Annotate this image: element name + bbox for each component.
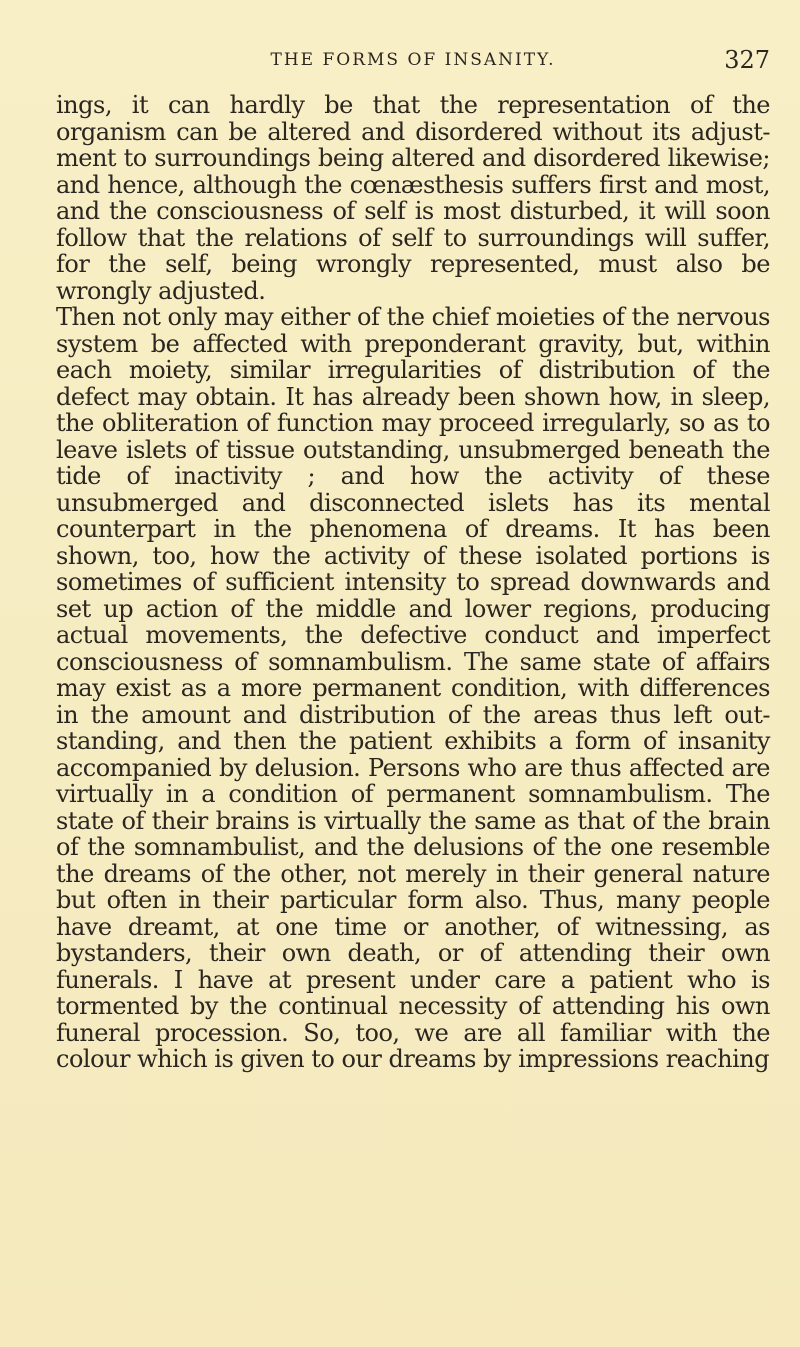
paragraph: Then not only may either of the chief moieties of the nervous system be affected with preponderant gravity, but, within each moiety, similar irregularities of distribution of the defect may obtain. It has already been shown how, in sleep, the obliteration of function may proceed irregularly, so as to leave islets of tissue outstanding, unsubmerged beneath the tide of inactivity ; and how the activity of these unsubmerged and disconnected islets has its mental counterpart in the phenomena of dreams. It has been shown, too, how the activity of these isolated portions is sometimes of sufficient intensity to spread downwards and set up action of the middle and lower regions, producing actual movements, the defective conduct and imperfect consciousness of somnambulism. The same state of affairs may exist as a more permanent condition, with differences in the amount and distribution of the areas thus left out-standing, and then the patient exhibits a form of insanity accompanied by delusion. Persons who are thus affected are virtually in a condition of permanent somnambulism. The state of their brains is virtually the same as that of the brain of the somnambulist, and the delusions of the one resemble the dreams of the other, not merely in their general nature but often in their particular form also. Thus, many people have dreamt, at one time or another, of witnessing, as bystanders, their own death, or of attending their own funerals. I have at present under care a patient who is tormented by the continual necessity of attending his own funeral procession. So, too, we are all familiar with the colour which is given to our dreams by impressions reaching (56, 303, 770, 1073)
body-text (56, 92, 770, 1073)
running-header (56, 44, 770, 80)
chapter-running-title: THE FORMS OF INSANITY. (270, 50, 556, 70)
page-number: 327 (724, 46, 770, 74)
paragraph: ings, it can hardly be that the representation of the organism can be altered and disordered without its adjust-ment to surroundings being altered and disordered likewise; and hence, although the cœnæsthesis suffers first and most, and the consciousness of self is most disturbed, it will soon follow that the relations of self to surroundings will suffer, for the self, being wrongly represented, must also be wrongly adjusted. (56, 91, 770, 305)
